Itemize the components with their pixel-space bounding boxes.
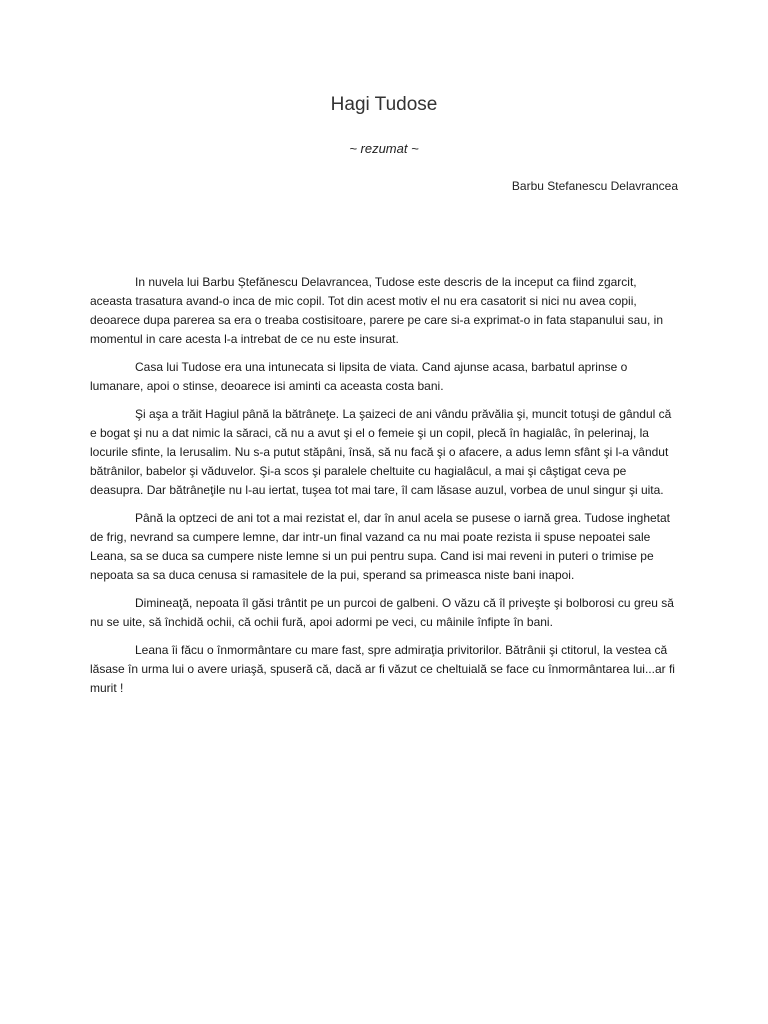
paragraph-4: Până la optzeci de ani tot a mai rezistat el, dar în anul acela se pusese o iarnă grea. Tudose inghetat de frig, nevrand sa cumpere lemne, dar intr-un final vazand ca nu mai poate rezista ii spuse nepoatei sale Leana, sa se duca sa cumpere niste lemne si un pui pentru supa. Cand isi mai reveni in puteri o trimise pe nepoata sa sa duca cenusa si ramasitele de la pui, sperand sa primeasca niste bani inapoi. xyxy=(90,511,671,582)
paragraph-5: Dimineaţă, nepoata îl găsi trântit pe un purcoi de galbeni. O văzu că îl priveşte şi bolborosi cu greu să nu se uite, să închidă ochii, că ochii fură, apoi adormi pe veci, cu mâinile înfipte în bani. xyxy=(90,596,674,629)
paragraph-3: Şi aşa a trăit Hagiul până la bătrâneţe. La şaizeci de ani vându prăvălia şi, muncit totuşi de gândul că e bogat şi nu a dat nimic la săraci, că nu a avut şi el o femeie şi un copil, plecă în hagialâc, în pelerinaj, la locurile sfinte, la Ierusalim. Nu s-a putut stăpâni, însă, să nu facă şi o afacere, a adus lemn sfânt şi l-a vândut bătrânilor, babelor şi văduvelor. Şi-a scos şi paralele cheltuite cu hagialâcul, a mai şi câştigat ceva pe deasupra. Dar bătrâneţile nu l-au iertat, tuşea tot mai tare, îl cam lăsase auzul, vorbea de unul singur şi uita. xyxy=(90,407,672,497)
document-title: Hagi Tudose xyxy=(330,94,438,115)
document-author: Barbu Stefanescu Delavrancea xyxy=(511,179,678,193)
paragraph-1: In nuvela lui Barbu Ștefănescu Delavrancea, Tudose este descris de la inceput ca fiind zgarcit, aceasta trasatura avand-o inca de mic copil. Tot din acest motiv el nu era casatorit si nici nu avea copii, deoarece dupa parerea sa era o treaba costisitoare, parere pe care si-a exprimat-o in fata stapanului sau, in momentul in care acesta l-a intrebat de ce nu este insurat. xyxy=(90,275,663,346)
paragraph-2: Casa lui Tudose era una intunecata si lipsita de viata. Cand ajunse acasa, barbatul aprinse o lumanare, apoi o stinse, deoarece isi aminti ca aceasta costa bani. xyxy=(90,360,628,393)
document-body xyxy=(90,273,680,707)
document-subtitle: ~ rezumat ~ xyxy=(349,141,419,156)
paragraph-6: Leana îi făcu o înmormântare cu mare fast, spre admiraţia privitorilor. Bătrânii şi ctitorul, la vestea că lăsase în urma lui o avere uriaşă, spuseră că, dacă ar fi văzut ce cheltuială se face cu înmormântarea lui...ar fi murit ! xyxy=(90,643,675,695)
